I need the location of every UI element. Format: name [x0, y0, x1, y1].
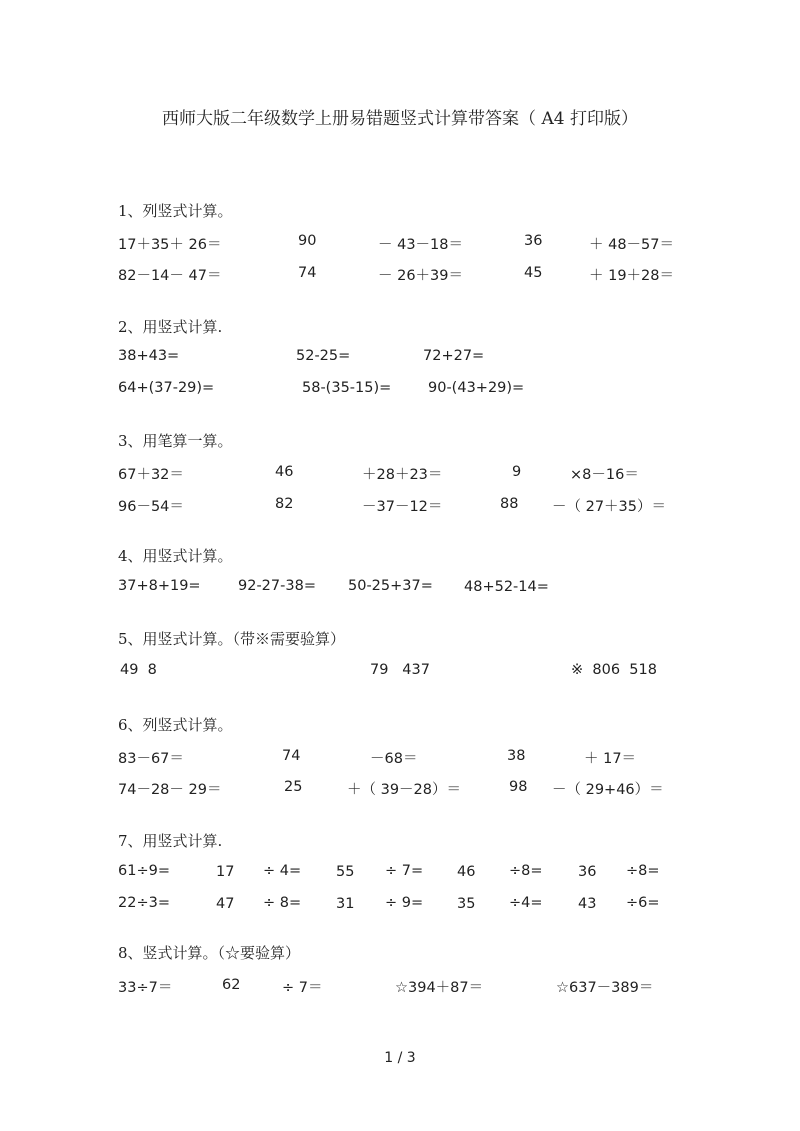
s6-r2-expr-3: －（ 29+46）＝: [552, 782, 664, 798]
section-2-heading: 2、用竖式计算.: [118, 318, 223, 336]
s8-r1-expr-4: ☆637－389＝: [556, 980, 654, 996]
s7-r2-expr-5: ÷6=: [626, 895, 660, 911]
s3-r1-expr-3: ×8－16＝: [570, 467, 639, 483]
s4-r1-expr-3: 50-25+37=: [348, 578, 433, 594]
s6-r2-num-2: 98: [509, 779, 528, 795]
s1-r2-expr-1: 82－14－ 47＝: [118, 268, 222, 284]
section-4-heading: 4、用竖式计算。: [118, 547, 233, 565]
s2-r1-expr-2: 52-25=: [296, 348, 351, 364]
s3-r1-num-2: 9: [512, 464, 522, 480]
section-6-heading: 6、列竖式计算。: [118, 716, 233, 734]
s7-r1-num-1: 17: [216, 864, 235, 880]
s6-r1-expr-2: －68＝: [370, 751, 418, 767]
s7-r1-expr-2: ÷ 4=: [263, 863, 302, 879]
document-title: 西师大版二年级数学上册易错题竖式计算带答案（ A4 打印版）: [162, 109, 638, 129]
s7-r2-expr-4: ÷4=: [509, 895, 543, 911]
s8-r1-expr-1: 33÷7＝: [118, 980, 173, 996]
s3-r2-expr-3: －（ 27＋35）＝: [552, 499, 667, 515]
s8-r1-expr-2: ÷ 7＝: [282, 980, 323, 996]
s7-r1-num-4: 36: [578, 864, 597, 880]
s7-r1-expr-3: ÷ 7=: [385, 863, 424, 879]
section-3-heading: 3、用笔算一算。: [118, 432, 233, 450]
s6-r1-num-1: 74: [282, 748, 301, 764]
s1-r1-expr-2: － 43－18＝: [378, 237, 464, 253]
s1-r1-expr-1: 17＋35＋ 26＝: [118, 237, 222, 253]
s7-r2-num-3: 35: [457, 896, 476, 912]
s4-r1-expr-2: 92-27-38=: [238, 578, 316, 594]
section-1-heading: 1、列竖式计算。: [118, 202, 233, 220]
s8-r1-num-1: 62: [222, 977, 241, 993]
s7-r2-num-2: 31: [336, 896, 355, 912]
s1-r2-expr-2: － 26＋39＝: [378, 268, 464, 284]
s8-r1-expr-3: ☆394＋87＝: [395, 980, 484, 996]
s3-r1-num-1: 46: [275, 464, 294, 480]
s5-r1-expr-2: 79 437: [370, 662, 430, 678]
s1-r2-expr-3: ＋ 19＋28＝: [589, 268, 675, 284]
s3-r2-num-1: 82: [275, 496, 294, 512]
s2-r2-expr-1: 64+(37-29)=: [118, 380, 215, 396]
s3-r2-expr-1: 96－54＝: [118, 499, 184, 515]
s6-r2-num-1: 25: [284, 779, 303, 795]
s1-r1-expr-3: ＋ 48－57＝: [589, 237, 675, 253]
s7-r2-expr-2: ÷ 8=: [263, 895, 302, 911]
s7-r1-num-2: 55: [336, 864, 355, 880]
s1-r2-num-1: 74: [298, 265, 317, 281]
s2-r1-expr-1: 38+43=: [118, 348, 180, 364]
section-5-heading: 5、用竖式计算。（带※需要验算）: [118, 630, 346, 648]
s7-r1-expr-5: ÷8=: [626, 863, 660, 879]
s1-r2-num-2: 45: [524, 265, 543, 281]
s3-r2-expr-2: －37－12＝: [362, 499, 443, 515]
s2-r2-expr-3: 90-(43+29)=: [428, 380, 525, 396]
s4-r1-expr-4: 48+52-14=: [464, 579, 549, 595]
s7-r2-num-4: 43: [578, 896, 597, 912]
s6-r1-num-2: 38: [507, 748, 526, 764]
section-7-heading: 7、用竖式计算.: [118, 832, 223, 850]
s6-r1-expr-1: 83－67＝: [118, 751, 184, 767]
s2-r2-expr-2: 58-(35-15)=: [302, 380, 392, 396]
page-number: 1 / 3: [384, 1050, 416, 1066]
s1-r1-num-2: 36: [524, 233, 543, 249]
s3-r1-expr-1: 67＋32＝: [118, 467, 184, 483]
s6-r2-expr-1: 74－28－ 29＝: [118, 782, 222, 798]
s6-r1-expr-3: ＋ 17＝: [584, 751, 637, 767]
s7-r2-num-1: 47: [216, 896, 235, 912]
s3-r1-expr-2: ＋28＋23＝: [362, 467, 443, 483]
s4-r1-expr-1: 37+8+19=: [118, 578, 201, 594]
s6-r2-expr-2: ＋（ 39－28）＝: [347, 782, 462, 798]
s7-r1-expr-1: 61÷9=: [118, 863, 170, 879]
s5-r1-expr-1: 49 8: [120, 662, 157, 678]
section-8-heading: 8、竖式计算。（☆要验算）: [118, 944, 301, 962]
s7-r2-expr-3: ÷ 9=: [385, 895, 424, 911]
s3-r2-num-2: 88: [500, 496, 519, 512]
s7-r1-expr-4: ÷8=: [509, 863, 543, 879]
s1-r1-num-1: 90: [298, 233, 317, 249]
s7-r1-num-3: 46: [457, 864, 476, 880]
s2-r1-expr-3: 72+27=: [423, 348, 485, 364]
s5-r1-expr-3: ※ 806 518: [571, 662, 657, 678]
s7-r2-expr-1: 22÷3=: [118, 895, 170, 911]
